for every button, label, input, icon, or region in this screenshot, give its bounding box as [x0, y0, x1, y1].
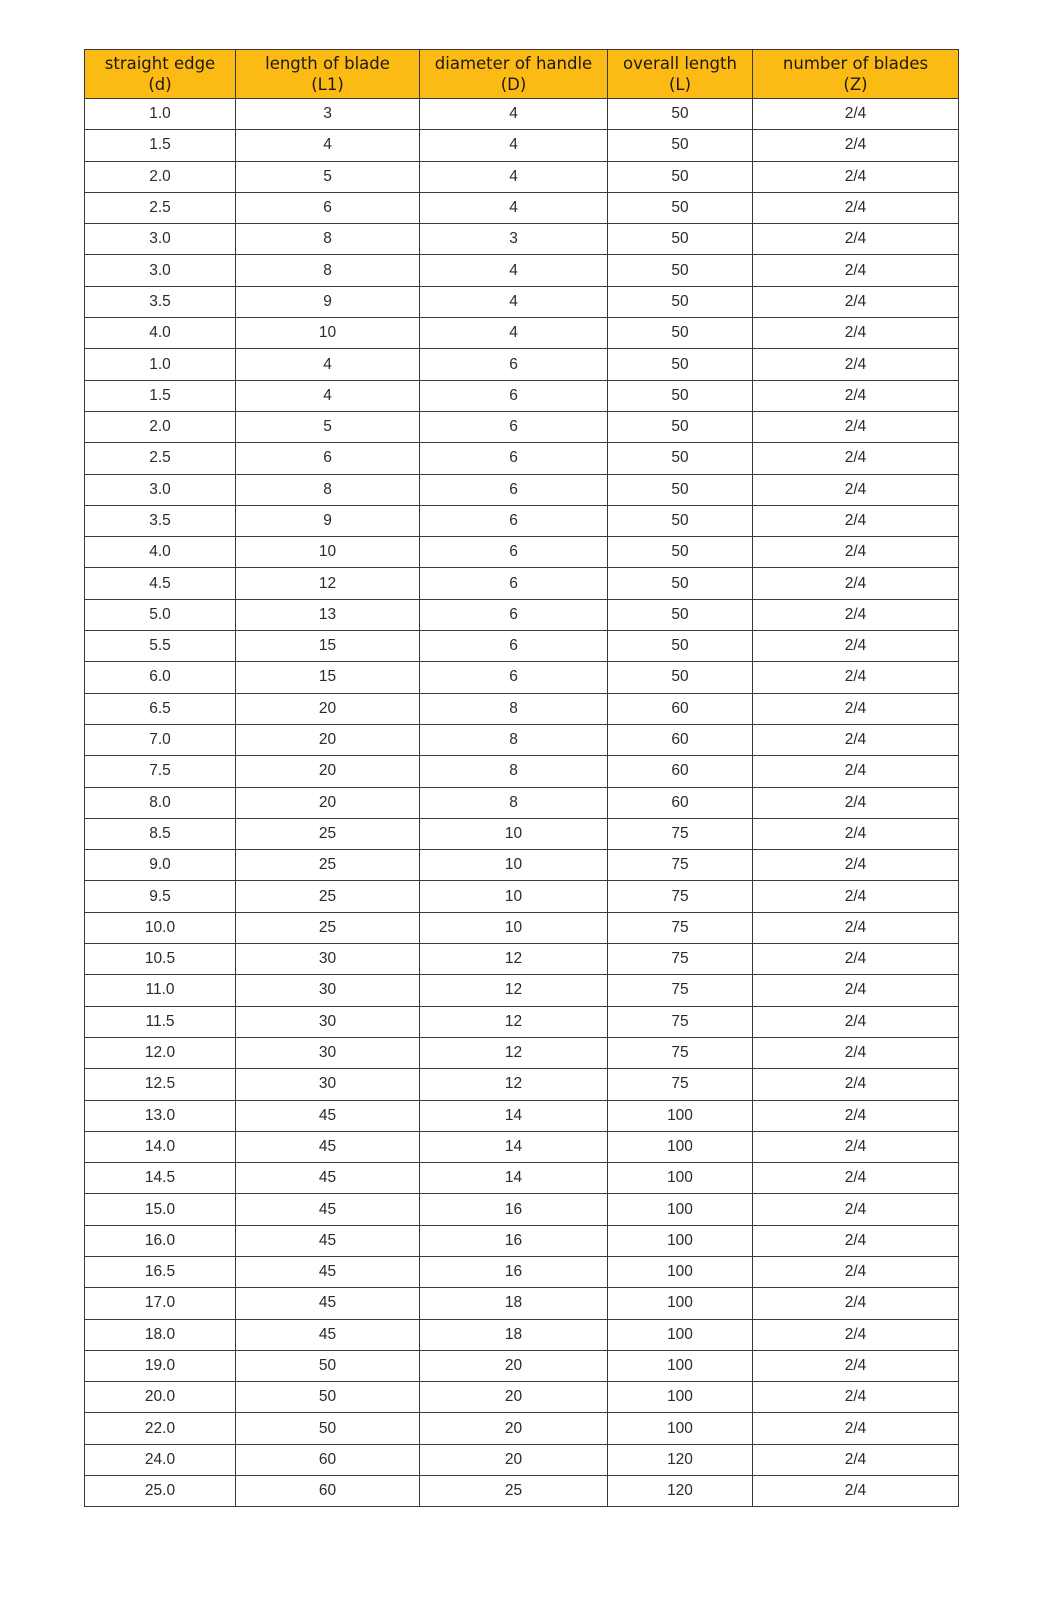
blade-length-cell: 3: [236, 99, 420, 130]
blade-length-cell: 50: [236, 1382, 420, 1413]
handle-diameter-cell: 16: [420, 1194, 608, 1225]
table-row: [85, 568, 959, 599]
blade-count-cell: 2/4: [753, 568, 959, 599]
overall-length-cell: 50: [608, 318, 753, 349]
blade-count-cell: 2/4: [753, 318, 959, 349]
table-row: [85, 505, 959, 536]
handle-diameter-cell: 10: [420, 912, 608, 943]
straight-edge-cell: 20.0: [85, 1382, 236, 1413]
blade-length-cell: 25: [236, 818, 420, 849]
handle-diameter-cell: 6: [420, 443, 608, 474]
handle-diameter-cell: 8: [420, 724, 608, 755]
table-row: [85, 161, 959, 192]
table-row: [85, 537, 959, 568]
blade-count-cell: 2/4: [753, 693, 959, 724]
overall-length-cell: 50: [608, 537, 753, 568]
handle-diameter-cell: 25: [420, 1476, 608, 1507]
handle-diameter-cell: 20: [420, 1444, 608, 1475]
blade-length-cell: 45: [236, 1225, 420, 1256]
straight-edge-cell: 1.0: [85, 99, 236, 130]
overall-length-cell: 60: [608, 724, 753, 755]
overall-length-cell: 75: [608, 850, 753, 881]
blade-count-cell: 2/4: [753, 99, 959, 130]
blade-count-cell: 2/4: [753, 443, 959, 474]
overall-length-cell: 75: [608, 1006, 753, 1037]
straight-edge-cell: 9.5: [85, 881, 236, 912]
blade-length-cell: 4: [236, 130, 420, 161]
handle-diameter-cell: 16: [420, 1256, 608, 1287]
straight-edge-cell: 1.5: [85, 380, 236, 411]
straight-edge-cell: 19.0: [85, 1350, 236, 1381]
header-row: [85, 50, 959, 99]
column-header-name: straight edge: [104, 54, 216, 73]
blade-length-cell: 10: [236, 318, 420, 349]
handle-diameter-cell: 4: [420, 286, 608, 317]
table-row: [85, 1444, 959, 1475]
straight-edge-cell: 10.5: [85, 944, 236, 975]
blade-count-cell: 2/4: [753, 224, 959, 255]
straight-edge-cell: 2.5: [85, 443, 236, 474]
straight-edge-cell: 16.0: [85, 1225, 236, 1256]
handle-diameter-cell: 4: [420, 318, 608, 349]
table-row: [85, 1288, 959, 1319]
table-row: [85, 192, 959, 223]
column-header-symbol: (d): [148, 75, 172, 94]
straight-edge-cell: 1.5: [85, 130, 236, 161]
handle-diameter-cell: 4: [420, 130, 608, 161]
handle-diameter-cell: 20: [420, 1413, 608, 1444]
straight-edge-cell: 12.0: [85, 1037, 236, 1068]
table-row: [85, 349, 959, 380]
blade-length-cell: 50: [236, 1350, 420, 1381]
table-row: [85, 318, 959, 349]
blade-count-cell: 2/4: [753, 349, 959, 380]
overall-length-cell: 75: [608, 881, 753, 912]
column-header-straight-edge: [85, 50, 236, 99]
overall-length-cell: 50: [608, 255, 753, 286]
table-row: [85, 1350, 959, 1381]
blade-count-cell: 2/4: [753, 1037, 959, 1068]
overall-length-cell: 100: [608, 1163, 753, 1194]
blade-count-cell: 2/4: [753, 537, 959, 568]
overall-length-cell: 50: [608, 599, 753, 630]
handle-diameter-cell: 6: [420, 662, 608, 693]
overall-length-cell: 50: [608, 505, 753, 536]
column-header-name: overall length: [623, 54, 737, 73]
table-row: [85, 380, 959, 411]
table-row: [85, 631, 959, 662]
blade-length-cell: 30: [236, 1006, 420, 1037]
overall-length-cell: 120: [608, 1444, 753, 1475]
blade-count-cell: 2/4: [753, 130, 959, 161]
straight-edge-cell: 5.5: [85, 631, 236, 662]
table-row: [85, 1413, 959, 1444]
blade-count-cell: 2/4: [753, 850, 959, 881]
handle-diameter-cell: 20: [420, 1350, 608, 1381]
handle-diameter-cell: 4: [420, 99, 608, 130]
blade-count-cell: 2/4: [753, 1100, 959, 1131]
blade-count-cell: 2/4: [753, 912, 959, 943]
straight-edge-cell: 2.5: [85, 192, 236, 223]
blade-length-cell: 25: [236, 881, 420, 912]
table-row: [85, 756, 959, 787]
straight-edge-cell: 3.0: [85, 255, 236, 286]
overall-length-cell: 75: [608, 1037, 753, 1068]
blade-length-cell: 8: [236, 255, 420, 286]
blade-count-cell: 2/4: [753, 599, 959, 630]
overall-length-cell: 100: [608, 1350, 753, 1381]
handle-diameter-cell: 12: [420, 1069, 608, 1100]
straight-edge-cell: 2.0: [85, 161, 236, 192]
blade-count-cell: 2/4: [753, 1476, 959, 1507]
straight-edge-cell: 15.0: [85, 1194, 236, 1225]
straight-edge-cell: 3.0: [85, 474, 236, 505]
blade-length-cell: 4: [236, 380, 420, 411]
table-header: [85, 50, 959, 99]
overall-length-cell: 75: [608, 975, 753, 1006]
column-header-name: diameter of handle: [434, 54, 593, 73]
blade-count-cell: 2/4: [753, 724, 959, 755]
overall-length-cell: 75: [608, 944, 753, 975]
blade-length-cell: 20: [236, 724, 420, 755]
table-row: [85, 1382, 959, 1413]
blade-length-cell: 45: [236, 1131, 420, 1162]
column-header-name: length of blade: [265, 54, 390, 73]
straight-edge-cell: 18.0: [85, 1319, 236, 1350]
handle-diameter-cell: 6: [420, 349, 608, 380]
overall-length-cell: 50: [608, 192, 753, 223]
handle-diameter-cell: 20: [420, 1382, 608, 1413]
blade-length-cell: 30: [236, 1069, 420, 1100]
blade-length-cell: 4: [236, 349, 420, 380]
table-row: [85, 818, 959, 849]
blade-length-cell: 20: [236, 693, 420, 724]
blade-length-cell: 60: [236, 1476, 420, 1507]
handle-diameter-cell: 6: [420, 599, 608, 630]
blade-length-cell: 45: [236, 1256, 420, 1287]
blade-length-cell: 45: [236, 1194, 420, 1225]
straight-edge-cell: 4.0: [85, 537, 236, 568]
blade-count-cell: 2/4: [753, 1194, 959, 1225]
handle-diameter-cell: 6: [420, 474, 608, 505]
table-row: [85, 1194, 959, 1225]
overall-length-cell: 60: [608, 756, 753, 787]
overall-length-cell: 50: [608, 411, 753, 442]
blade-length-cell: 30: [236, 944, 420, 975]
blade-count-cell: 2/4: [753, 944, 959, 975]
straight-edge-cell: 10.0: [85, 912, 236, 943]
overall-length-cell: 50: [608, 130, 753, 161]
column-header-overall-length: [608, 50, 753, 99]
overall-length-cell: 100: [608, 1225, 753, 1256]
table-row: [85, 1319, 959, 1350]
table-body: [85, 99, 959, 1507]
table-row: [85, 1256, 959, 1287]
handle-diameter-cell: 8: [420, 787, 608, 818]
blade-length-cell: 30: [236, 1037, 420, 1068]
table-row: [85, 1225, 959, 1256]
spec-sheet: [84, 49, 958, 1507]
overall-length-cell: 50: [608, 161, 753, 192]
blade-length-cell: 13: [236, 599, 420, 630]
blade-count-cell: 2/4: [753, 1382, 959, 1413]
blade-length-cell: 25: [236, 912, 420, 943]
blade-count-cell: 2/4: [753, 756, 959, 787]
handle-diameter-cell: 8: [420, 693, 608, 724]
straight-edge-cell: 3.5: [85, 286, 236, 317]
blade-count-cell: 2/4: [753, 1288, 959, 1319]
straight-edge-cell: 7.0: [85, 724, 236, 755]
column-header-symbol: (L1): [311, 75, 344, 94]
handle-diameter-cell: 12: [420, 975, 608, 1006]
table-row: [85, 912, 959, 943]
blade-length-cell: 25: [236, 850, 420, 881]
handle-diameter-cell: 6: [420, 380, 608, 411]
overall-length-cell: 100: [608, 1413, 753, 1444]
straight-edge-cell: 4.5: [85, 568, 236, 599]
handle-diameter-cell: 6: [420, 505, 608, 536]
handle-diameter-cell: 6: [420, 568, 608, 599]
blade-count-cell: 2/4: [753, 192, 959, 223]
table-row: [85, 474, 959, 505]
table-row: [85, 255, 959, 286]
blade-count-cell: 2/4: [753, 1069, 959, 1100]
straight-edge-cell: 2.0: [85, 411, 236, 442]
straight-edge-cell: 7.5: [85, 756, 236, 787]
blade-length-cell: 12: [236, 568, 420, 599]
blade-count-cell: 2/4: [753, 881, 959, 912]
overall-length-cell: 50: [608, 349, 753, 380]
straight-edge-cell: 12.5: [85, 1069, 236, 1100]
straight-edge-cell: 16.5: [85, 1256, 236, 1287]
table-row: [85, 1100, 959, 1131]
column-header-number-of-blades: [753, 50, 959, 99]
table-row: [85, 850, 959, 881]
blade-count-cell: 2/4: [753, 380, 959, 411]
overall-length-cell: 50: [608, 662, 753, 693]
blade-length-cell: 20: [236, 756, 420, 787]
table-row: [85, 1131, 959, 1162]
overall-length-cell: 100: [608, 1100, 753, 1131]
table-row: [85, 224, 959, 255]
straight-edge-cell: 24.0: [85, 1444, 236, 1475]
overall-length-cell: 100: [608, 1319, 753, 1350]
blade-count-cell: 2/4: [753, 1444, 959, 1475]
blade-length-cell: 60: [236, 1444, 420, 1475]
blade-count-cell: 2/4: [753, 161, 959, 192]
straight-edge-cell: 9.0: [85, 850, 236, 881]
handle-diameter-cell: 12: [420, 1006, 608, 1037]
blade-count-cell: 2/4: [753, 1319, 959, 1350]
blade-count-cell: 2/4: [753, 1163, 959, 1194]
table-row: [85, 1006, 959, 1037]
handle-diameter-cell: 18: [420, 1319, 608, 1350]
blade-count-cell: 2/4: [753, 411, 959, 442]
table-row: [85, 443, 959, 474]
blade-length-cell: 20: [236, 787, 420, 818]
table-row: [85, 693, 959, 724]
blade-count-cell: 2/4: [753, 1225, 959, 1256]
handle-diameter-cell: 16: [420, 1225, 608, 1256]
blade-length-cell: 9: [236, 286, 420, 317]
table-row: [85, 787, 959, 818]
straight-edge-cell: 17.0: [85, 1288, 236, 1319]
column-header-length-of-blade: [236, 50, 420, 99]
blade-count-cell: 2/4: [753, 505, 959, 536]
blade-length-cell: 9: [236, 505, 420, 536]
table-row: [85, 1163, 959, 1194]
overall-length-cell: 50: [608, 474, 753, 505]
blade-length-cell: 5: [236, 411, 420, 442]
overall-length-cell: 100: [608, 1288, 753, 1319]
handle-diameter-cell: 10: [420, 881, 608, 912]
handle-diameter-cell: 6: [420, 411, 608, 442]
straight-edge-cell: 6.0: [85, 662, 236, 693]
handle-diameter-cell: 10: [420, 818, 608, 849]
blade-length-cell: 5: [236, 161, 420, 192]
dimensions-table: [84, 49, 959, 1507]
handle-diameter-cell: 4: [420, 192, 608, 223]
blade-count-cell: 2/4: [753, 631, 959, 662]
straight-edge-cell: 8.5: [85, 818, 236, 849]
straight-edge-cell: 14.0: [85, 1131, 236, 1162]
blade-count-cell: 2/4: [753, 1413, 959, 1444]
blade-count-cell: 2/4: [753, 818, 959, 849]
table-row: [85, 944, 959, 975]
table-row: [85, 881, 959, 912]
straight-edge-cell: 22.0: [85, 1413, 236, 1444]
straight-edge-cell: 1.0: [85, 349, 236, 380]
blade-count-cell: 2/4: [753, 286, 959, 317]
handle-diameter-cell: 18: [420, 1288, 608, 1319]
blade-length-cell: 45: [236, 1319, 420, 1350]
blade-count-cell: 2/4: [753, 975, 959, 1006]
table-row: [85, 130, 959, 161]
blade-count-cell: 2/4: [753, 255, 959, 286]
blade-length-cell: 6: [236, 192, 420, 223]
overall-length-cell: 60: [608, 693, 753, 724]
overall-length-cell: 100: [608, 1256, 753, 1287]
column-header-name: number of blades: [782, 54, 929, 73]
overall-length-cell: 50: [608, 224, 753, 255]
column-header-symbol: (D): [500, 75, 527, 94]
straight-edge-cell: 3.5: [85, 505, 236, 536]
table-row: [85, 1037, 959, 1068]
table-row: [85, 1069, 959, 1100]
blade-length-cell: 45: [236, 1288, 420, 1319]
handle-diameter-cell: 14: [420, 1163, 608, 1194]
handle-diameter-cell: 10: [420, 850, 608, 881]
overall-length-cell: 75: [608, 1069, 753, 1100]
handle-diameter-cell: 14: [420, 1100, 608, 1131]
straight-edge-cell: 3.0: [85, 224, 236, 255]
overall-length-cell: 60: [608, 787, 753, 818]
blade-count-cell: 2/4: [753, 787, 959, 818]
straight-edge-cell: 6.5: [85, 693, 236, 724]
blade-length-cell: 30: [236, 975, 420, 1006]
blade-length-cell: 15: [236, 662, 420, 693]
overall-length-cell: 50: [608, 631, 753, 662]
overall-length-cell: 50: [608, 380, 753, 411]
table-row: [85, 724, 959, 755]
blade-count-cell: 2/4: [753, 474, 959, 505]
blade-length-cell: 10: [236, 537, 420, 568]
blade-count-cell: 2/4: [753, 1131, 959, 1162]
overall-length-cell: 120: [608, 1476, 753, 1507]
table-row: [85, 411, 959, 442]
blade-count-cell: 2/4: [753, 1350, 959, 1381]
straight-edge-cell: 4.0: [85, 318, 236, 349]
overall-length-cell: 75: [608, 818, 753, 849]
overall-length-cell: 100: [608, 1131, 753, 1162]
blade-length-cell: 45: [236, 1163, 420, 1194]
straight-edge-cell: 5.0: [85, 599, 236, 630]
overall-length-cell: 75: [608, 912, 753, 943]
column-header-symbol: (L): [668, 75, 692, 94]
overall-length-cell: 100: [608, 1382, 753, 1413]
handle-diameter-cell: 6: [420, 537, 608, 568]
handle-diameter-cell: 6: [420, 631, 608, 662]
blade-length-cell: 15: [236, 631, 420, 662]
overall-length-cell: 50: [608, 568, 753, 599]
blade-length-cell: 8: [236, 474, 420, 505]
overall-length-cell: 50: [608, 286, 753, 317]
handle-diameter-cell: 4: [420, 255, 608, 286]
overall-length-cell: 50: [608, 99, 753, 130]
table-row: [85, 1476, 959, 1507]
table-row: [85, 286, 959, 317]
straight-edge-cell: 11.5: [85, 1006, 236, 1037]
handle-diameter-cell: 12: [420, 1037, 608, 1068]
handle-diameter-cell: 3: [420, 224, 608, 255]
handle-diameter-cell: 8: [420, 756, 608, 787]
blade-count-cell: 2/4: [753, 1256, 959, 1287]
table-row: [85, 662, 959, 693]
blade-length-cell: 45: [236, 1100, 420, 1131]
overall-length-cell: 50: [608, 443, 753, 474]
column-header-symbol: (Z): [843, 75, 868, 94]
blade-length-cell: 50: [236, 1413, 420, 1444]
straight-edge-cell: 14.5: [85, 1163, 236, 1194]
handle-diameter-cell: 12: [420, 944, 608, 975]
straight-edge-cell: 13.0: [85, 1100, 236, 1131]
handle-diameter-cell: 4: [420, 161, 608, 192]
handle-diameter-cell: 14: [420, 1131, 608, 1162]
blade-length-cell: 8: [236, 224, 420, 255]
blade-count-cell: 2/4: [753, 1006, 959, 1037]
table-row: [85, 99, 959, 130]
straight-edge-cell: 8.0: [85, 787, 236, 818]
blade-count-cell: 2/4: [753, 662, 959, 693]
straight-edge-cell: 11.0: [85, 975, 236, 1006]
blade-length-cell: 6: [236, 443, 420, 474]
table-row: [85, 599, 959, 630]
straight-edge-cell: 25.0: [85, 1476, 236, 1507]
overall-length-cell: 100: [608, 1194, 753, 1225]
table-row: [85, 975, 959, 1006]
column-header-diameter-of-handle: [420, 50, 608, 99]
